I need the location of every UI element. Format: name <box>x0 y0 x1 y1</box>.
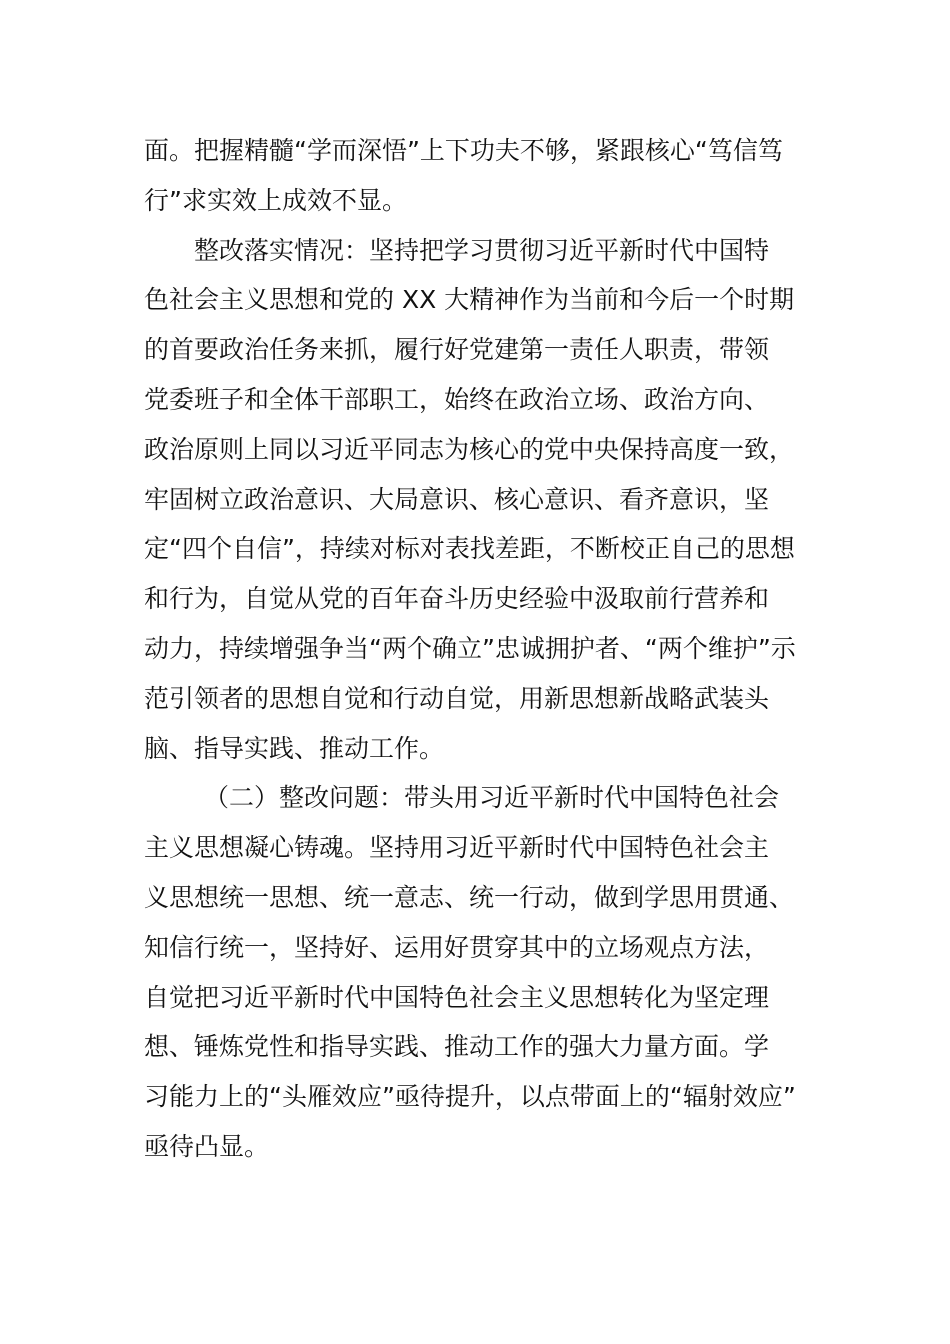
text-line: 自觉把习近平新时代中国特色社会主义思想转化为坚定理 <box>144 982 770 1012</box>
text-line: 知信行统一，坚持好、运用好贯穿其中的立场观点方法， <box>144 932 770 962</box>
text-line: 脑、指导实践、推动工作。 <box>144 733 445 763</box>
text-line: 的首要政治任务来抓，履行好党建第一责任人职责，带领 <box>144 335 770 365</box>
text-line: 动力，持续增强争当“两个确立”忠诚拥护者、“两个维护”示 <box>144 633 796 663</box>
text-line: 定“四个自信”，持续对标对表找差距，不断校正自己的思想 <box>144 534 795 564</box>
paragraph-issue-two <box>144 773 806 1171</box>
text-line: 党委班子和全体干部职工，始终在政治立场、政治方向、 <box>144 384 770 414</box>
text-line: 想、锤炼党性和指导实践、推动工作的强大力量方面。学 <box>144 1032 770 1062</box>
text-line: 整改落实情况：坚持把学习贯彻习近平新时代中国特 <box>194 235 770 265</box>
text-line: 范引领者的思想自觉和行动自觉，用新思想新战略武装头 <box>144 683 770 713</box>
text-line: 行”求实效上成效不显。 <box>144 185 407 215</box>
paragraph-problem-continuation <box>144 126 806 226</box>
text-line: 义思想统一思想、统一意志、统一行动，做到学思用贯通、 <box>144 882 795 912</box>
document-body <box>144 126 806 1172</box>
text-line: 面。把握精髓“学而深悟”上下功夫不够，紧跟核心“笃信笃 <box>144 136 783 165</box>
text-line: 政治原则上同以习近平同志为核心的党中央保持高度一致， <box>144 434 795 464</box>
paragraph-rectification-status <box>144 226 806 774</box>
text-line: 亟待凸显。 <box>144 1131 270 1161</box>
text-line: （二）整改问题：带头用习近平新时代中国特色社会 <box>204 783 780 813</box>
text-line: 和行为，自觉从党的百年奋斗历史经验中汲取前行营养和 <box>144 584 770 614</box>
text-line: 习能力上的“头雁效应”亟待提升，以点带面上的“辐射效应” <box>144 1082 796 1112</box>
text-line: 牢固树立政治意识、大局意识、核心意识、看齐意识，坚 <box>144 484 770 514</box>
text-line: 色社会主义思想和党的 XX 大精神作为当前和今后一个时期 <box>144 285 795 315</box>
text-line: 主义思想凝心铸魂。坚持用习近平新时代中国特色社会主 <box>144 833 770 863</box>
